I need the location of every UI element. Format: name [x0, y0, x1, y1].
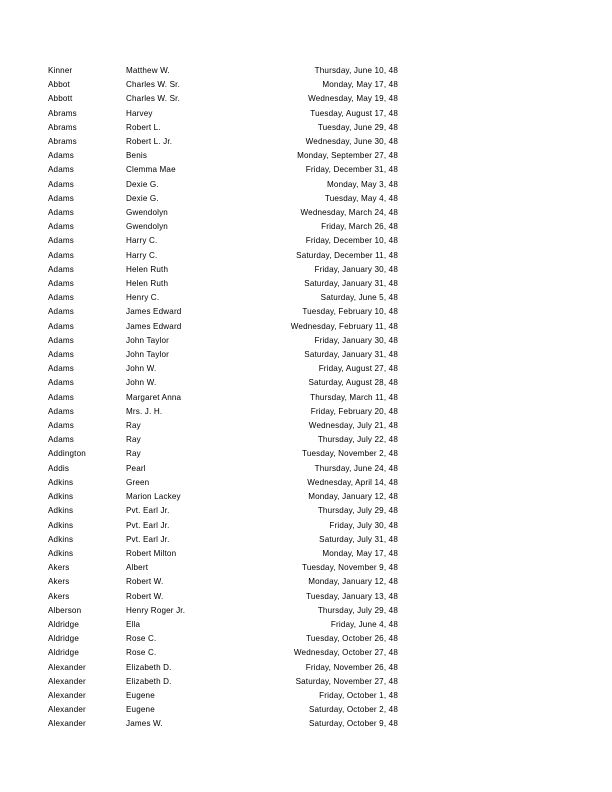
cell-date: Friday, December 31, 48: [305, 165, 398, 175]
cell-last-name: Abrams: [48, 108, 77, 118]
table-row: [48, 547, 398, 561]
cell-last-name: Alexander: [48, 705, 86, 715]
cell-first-name: Elizabeth D.: [126, 676, 172, 686]
table-row: [48, 646, 398, 660]
cell-last-name: Adams: [48, 222, 75, 232]
cell-date: Tuesday, October 26, 48: [306, 634, 398, 644]
cell-last-name: Adams: [48, 179, 75, 189]
name-index-table: [48, 64, 398, 732]
cell-last-name: Adams: [48, 193, 75, 203]
cell-first-name: Dexie G.: [126, 179, 159, 189]
table-row: [48, 376, 398, 390]
table-row: [48, 348, 398, 362]
cell-first-name: Matthew W.: [126, 66, 170, 75]
table-row: [48, 618, 398, 632]
cell-first-name: Helen Ruth: [126, 279, 169, 289]
table-row: [48, 178, 398, 192]
cell-last-name: Alexander: [48, 662, 86, 672]
cell-last-name: Adkins: [48, 506, 74, 516]
cell-first-name: Dexie G.: [126, 193, 159, 203]
cell-first-name: John W.: [126, 364, 157, 374]
cell-date: Wednesday, April 14, 48: [307, 477, 398, 487]
table-row: [48, 504, 398, 518]
cell-date: Wednesday, February 11, 48: [290, 321, 398, 331]
table-row: [48, 192, 398, 206]
cell-date: Wednesday, July 21, 48: [308, 421, 398, 431]
table-row: [48, 149, 398, 163]
cell-first-name: John Taylor: [126, 350, 170, 360]
cell-last-name: Adkins: [48, 477, 74, 487]
table-body: [48, 64, 398, 732]
cell-date: Saturday, January 31, 48: [304, 279, 398, 289]
cell-date: Tuesday, November 2, 48: [302, 449, 398, 459]
cell-last-name: Alexander: [48, 719, 86, 729]
cell-first-name: Harry C.: [126, 236, 158, 246]
cell-date: Monday, January 12, 48: [308, 492, 398, 502]
cell-first-name: Ella: [126, 619, 141, 629]
cell-last-name: Adams: [48, 307, 75, 317]
cell-first-name: Eugene: [126, 690, 155, 700]
cell-first-name: Charles W. Sr.: [126, 94, 180, 104]
table-row: [48, 362, 398, 376]
cell-last-name: Adams: [48, 293, 75, 303]
cell-last-name: Alexander: [48, 676, 86, 686]
cell-date: Wednesday, May 19, 48: [308, 94, 398, 104]
cell-first-name: Robert W.: [126, 577, 164, 587]
cell-date: Monday, January 12, 48: [308, 577, 398, 587]
cell-first-name: Henry C.: [126, 293, 160, 303]
table-row: [48, 391, 398, 405]
table-row: [48, 561, 398, 575]
cell-first-name: Harvey: [126, 108, 153, 118]
table-row: [48, 78, 398, 92]
cell-last-name: Alexander: [48, 690, 86, 700]
cell-date: Friday, October 1, 48: [319, 690, 398, 700]
cell-date: Friday, January 30, 48: [314, 335, 398, 345]
cell-first-name: Gwendolyn: [126, 208, 168, 218]
cell-date: Wednesday, March 24, 48: [300, 208, 398, 218]
table-row: [48, 462, 398, 476]
cell-first-name: Harry C.: [126, 250, 158, 260]
cell-last-name: Adams: [48, 208, 75, 218]
cell-date: Tuesday, May 4, 48: [324, 193, 398, 203]
cell-date: Friday, June 4, 48: [330, 619, 398, 629]
table-row: [48, 249, 398, 263]
cell-first-name: Rose C.: [126, 648, 157, 658]
table-row: [48, 121, 398, 135]
cell-first-name: Robert L. Jr.: [126, 137, 173, 147]
cell-first-name: Benis: [126, 151, 148, 161]
table-row: [48, 64, 398, 78]
table-row: [48, 263, 398, 277]
cell-date: Friday, February 20, 48: [310, 406, 398, 416]
table-row: [48, 476, 398, 490]
table-row: [48, 604, 398, 618]
cell-date: Tuesday, January 13, 48: [306, 591, 398, 601]
cell-date: Saturday, August 28, 48: [308, 378, 398, 388]
cell-date: Friday, July 30, 48: [329, 520, 398, 530]
cell-first-name: Marion Lackey: [126, 492, 181, 502]
table-row: [48, 590, 398, 604]
cell-last-name: Akers: [48, 563, 70, 573]
cell-last-name: Aldridge: [48, 634, 79, 644]
cell-date: Saturday, December 11, 48: [296, 250, 398, 260]
cell-date: Thursday, July 29, 48: [317, 605, 398, 615]
cell-date: Friday, March 26, 48: [321, 222, 398, 232]
cell-first-name: Clemma Mae: [126, 165, 176, 175]
cell-date: Thursday, June 24, 48: [314, 463, 398, 473]
table-row: [48, 92, 398, 106]
cell-first-name: Elizabeth D.: [126, 662, 172, 672]
cell-date: Saturday, July 31, 48: [319, 534, 398, 544]
table-row: [48, 661, 398, 675]
cell-first-name: James W.: [126, 719, 163, 729]
cell-last-name: Adams: [48, 364, 75, 374]
cell-last-name: Adams: [48, 406, 75, 416]
cell-last-name: Adams: [48, 335, 75, 345]
table-row: [48, 291, 398, 305]
table-row: [48, 419, 398, 433]
cell-last-name: Adkins: [48, 534, 74, 544]
table-row: [48, 305, 398, 319]
cell-first-name: Pvt. Earl Jr.: [126, 506, 170, 516]
cell-last-name: Abbott: [48, 94, 73, 104]
cell-last-name: Adams: [48, 236, 75, 246]
cell-date: Monday, September 27, 48: [297, 151, 398, 161]
table-row: [48, 447, 398, 461]
table-row: [48, 703, 398, 717]
cell-date: Tuesday, February 10, 48: [302, 307, 398, 317]
table-row: [48, 220, 398, 234]
cell-last-name: Adams: [48, 421, 75, 431]
cell-date: Saturday, October 2, 48: [308, 705, 398, 715]
cell-first-name: Ray: [126, 449, 141, 459]
cell-first-name: Pvt. Earl Jr.: [126, 520, 170, 530]
cell-last-name: Akers: [48, 591, 70, 601]
cell-first-name: Robert Milton: [126, 548, 177, 558]
table-row: [48, 277, 398, 291]
cell-last-name: Adams: [48, 435, 75, 445]
table-row: [48, 320, 398, 334]
cell-date: Thursday, July 29, 48: [317, 506, 398, 516]
cell-last-name: Aldridge: [48, 648, 79, 658]
cell-date: Wednesday, June 30, 48: [305, 137, 398, 147]
cell-last-name: Alberson: [48, 605, 82, 615]
cell-first-name: Green: [126, 477, 150, 487]
cell-date: Thursday, June 10, 48: [314, 66, 398, 75]
table-row: [48, 334, 398, 348]
cell-date: Tuesday, August 17, 48: [310, 108, 398, 118]
cell-first-name: Eugene: [126, 705, 155, 715]
cell-last-name: Addis: [48, 463, 70, 473]
table-row: [48, 689, 398, 703]
cell-first-name: Henry Roger Jr.: [126, 605, 186, 615]
cell-first-name: Charles W. Sr.: [126, 80, 180, 90]
table-row: [48, 405, 398, 419]
cell-last-name: Akers: [48, 577, 70, 587]
cell-last-name: Abrams: [48, 137, 77, 147]
cell-first-name: Helen Ruth: [126, 264, 169, 274]
table-row: [48, 632, 398, 646]
cell-first-name: Robert W.: [126, 591, 164, 601]
cell-first-name: James Edward: [126, 321, 182, 331]
cell-date: Friday, August 27, 48: [318, 364, 398, 374]
cell-date: Friday, January 30, 48: [314, 264, 398, 274]
cell-date: Saturday, January 31, 48: [304, 350, 398, 360]
table-row: [48, 533, 398, 547]
cell-last-name: Adams: [48, 392, 75, 402]
cell-date: Thursday, March 11, 48: [310, 392, 398, 402]
cell-last-name: Addington: [48, 449, 86, 459]
cell-last-name: Adams: [48, 350, 75, 360]
cell-last-name: Aldridge: [48, 619, 79, 629]
cell-date: Saturday, October 9, 48: [308, 719, 398, 729]
cell-date: Friday, December 10, 48: [305, 236, 398, 246]
cell-first-name: Pvt. Earl Jr.: [126, 534, 170, 544]
table-row: [48, 234, 398, 248]
table-row: [48, 107, 398, 121]
cell-last-name: Adams: [48, 378, 75, 388]
table-row: [48, 135, 398, 149]
table-row: [48, 433, 398, 447]
cell-date: Tuesday, June 29, 48: [317, 122, 398, 132]
cell-first-name: Robert L.: [126, 122, 161, 132]
cell-first-name: Rose C.: [126, 634, 157, 644]
cell-first-name: Ray: [126, 421, 141, 431]
cell-first-name: Gwendolyn: [126, 222, 168, 232]
cell-date: Monday, May 3, 48: [327, 179, 398, 189]
table-row: [48, 163, 398, 177]
cell-date: Saturday, June 5, 48: [320, 293, 398, 303]
cell-last-name: Adkins: [48, 520, 74, 530]
cell-date: Wednesday, October 27, 48: [293, 648, 398, 658]
cell-date: Saturday, November 27, 48: [295, 676, 398, 686]
cell-last-name: Adams: [48, 264, 75, 274]
table-row: [48, 675, 398, 689]
table-row: [48, 206, 398, 220]
cell-date: Monday, May 17, 48: [322, 548, 398, 558]
cell-first-name: James Edward: [126, 307, 182, 317]
cell-date: Tuesday, November 9, 48: [302, 563, 398, 573]
cell-last-name: Adams: [48, 250, 75, 260]
cell-last-name: Adams: [48, 279, 75, 289]
cell-first-name: John W.: [126, 378, 157, 388]
cell-date: Friday, November 26, 48: [305, 662, 398, 672]
cell-last-name: Abrams: [48, 122, 77, 132]
table-row: [48, 575, 398, 589]
cell-last-name: Adams: [48, 151, 75, 161]
cell-first-name: Ray: [126, 435, 141, 445]
cell-last-name: Adams: [48, 165, 75, 175]
cell-last-name: Kinner: [48, 66, 73, 75]
cell-last-name: Adkins: [48, 548, 74, 558]
table-row: [48, 490, 398, 504]
cell-first-name: Mrs. J. H.: [126, 406, 163, 416]
cell-last-name: Abbot: [48, 80, 70, 90]
cell-first-name: Margaret Anna: [126, 392, 182, 402]
cell-first-name: Pearl: [126, 463, 146, 473]
cell-first-name: Albert: [126, 563, 149, 573]
cell-date: Thursday, July 22, 48: [317, 435, 398, 445]
cell-first-name: John Taylor: [126, 335, 170, 345]
cell-last-name: Adams: [48, 321, 75, 331]
table-row: [48, 717, 398, 731]
cell-date: Monday, May 17, 48: [322, 80, 398, 90]
cell-last-name: Adkins: [48, 492, 74, 502]
table-row: [48, 519, 398, 533]
